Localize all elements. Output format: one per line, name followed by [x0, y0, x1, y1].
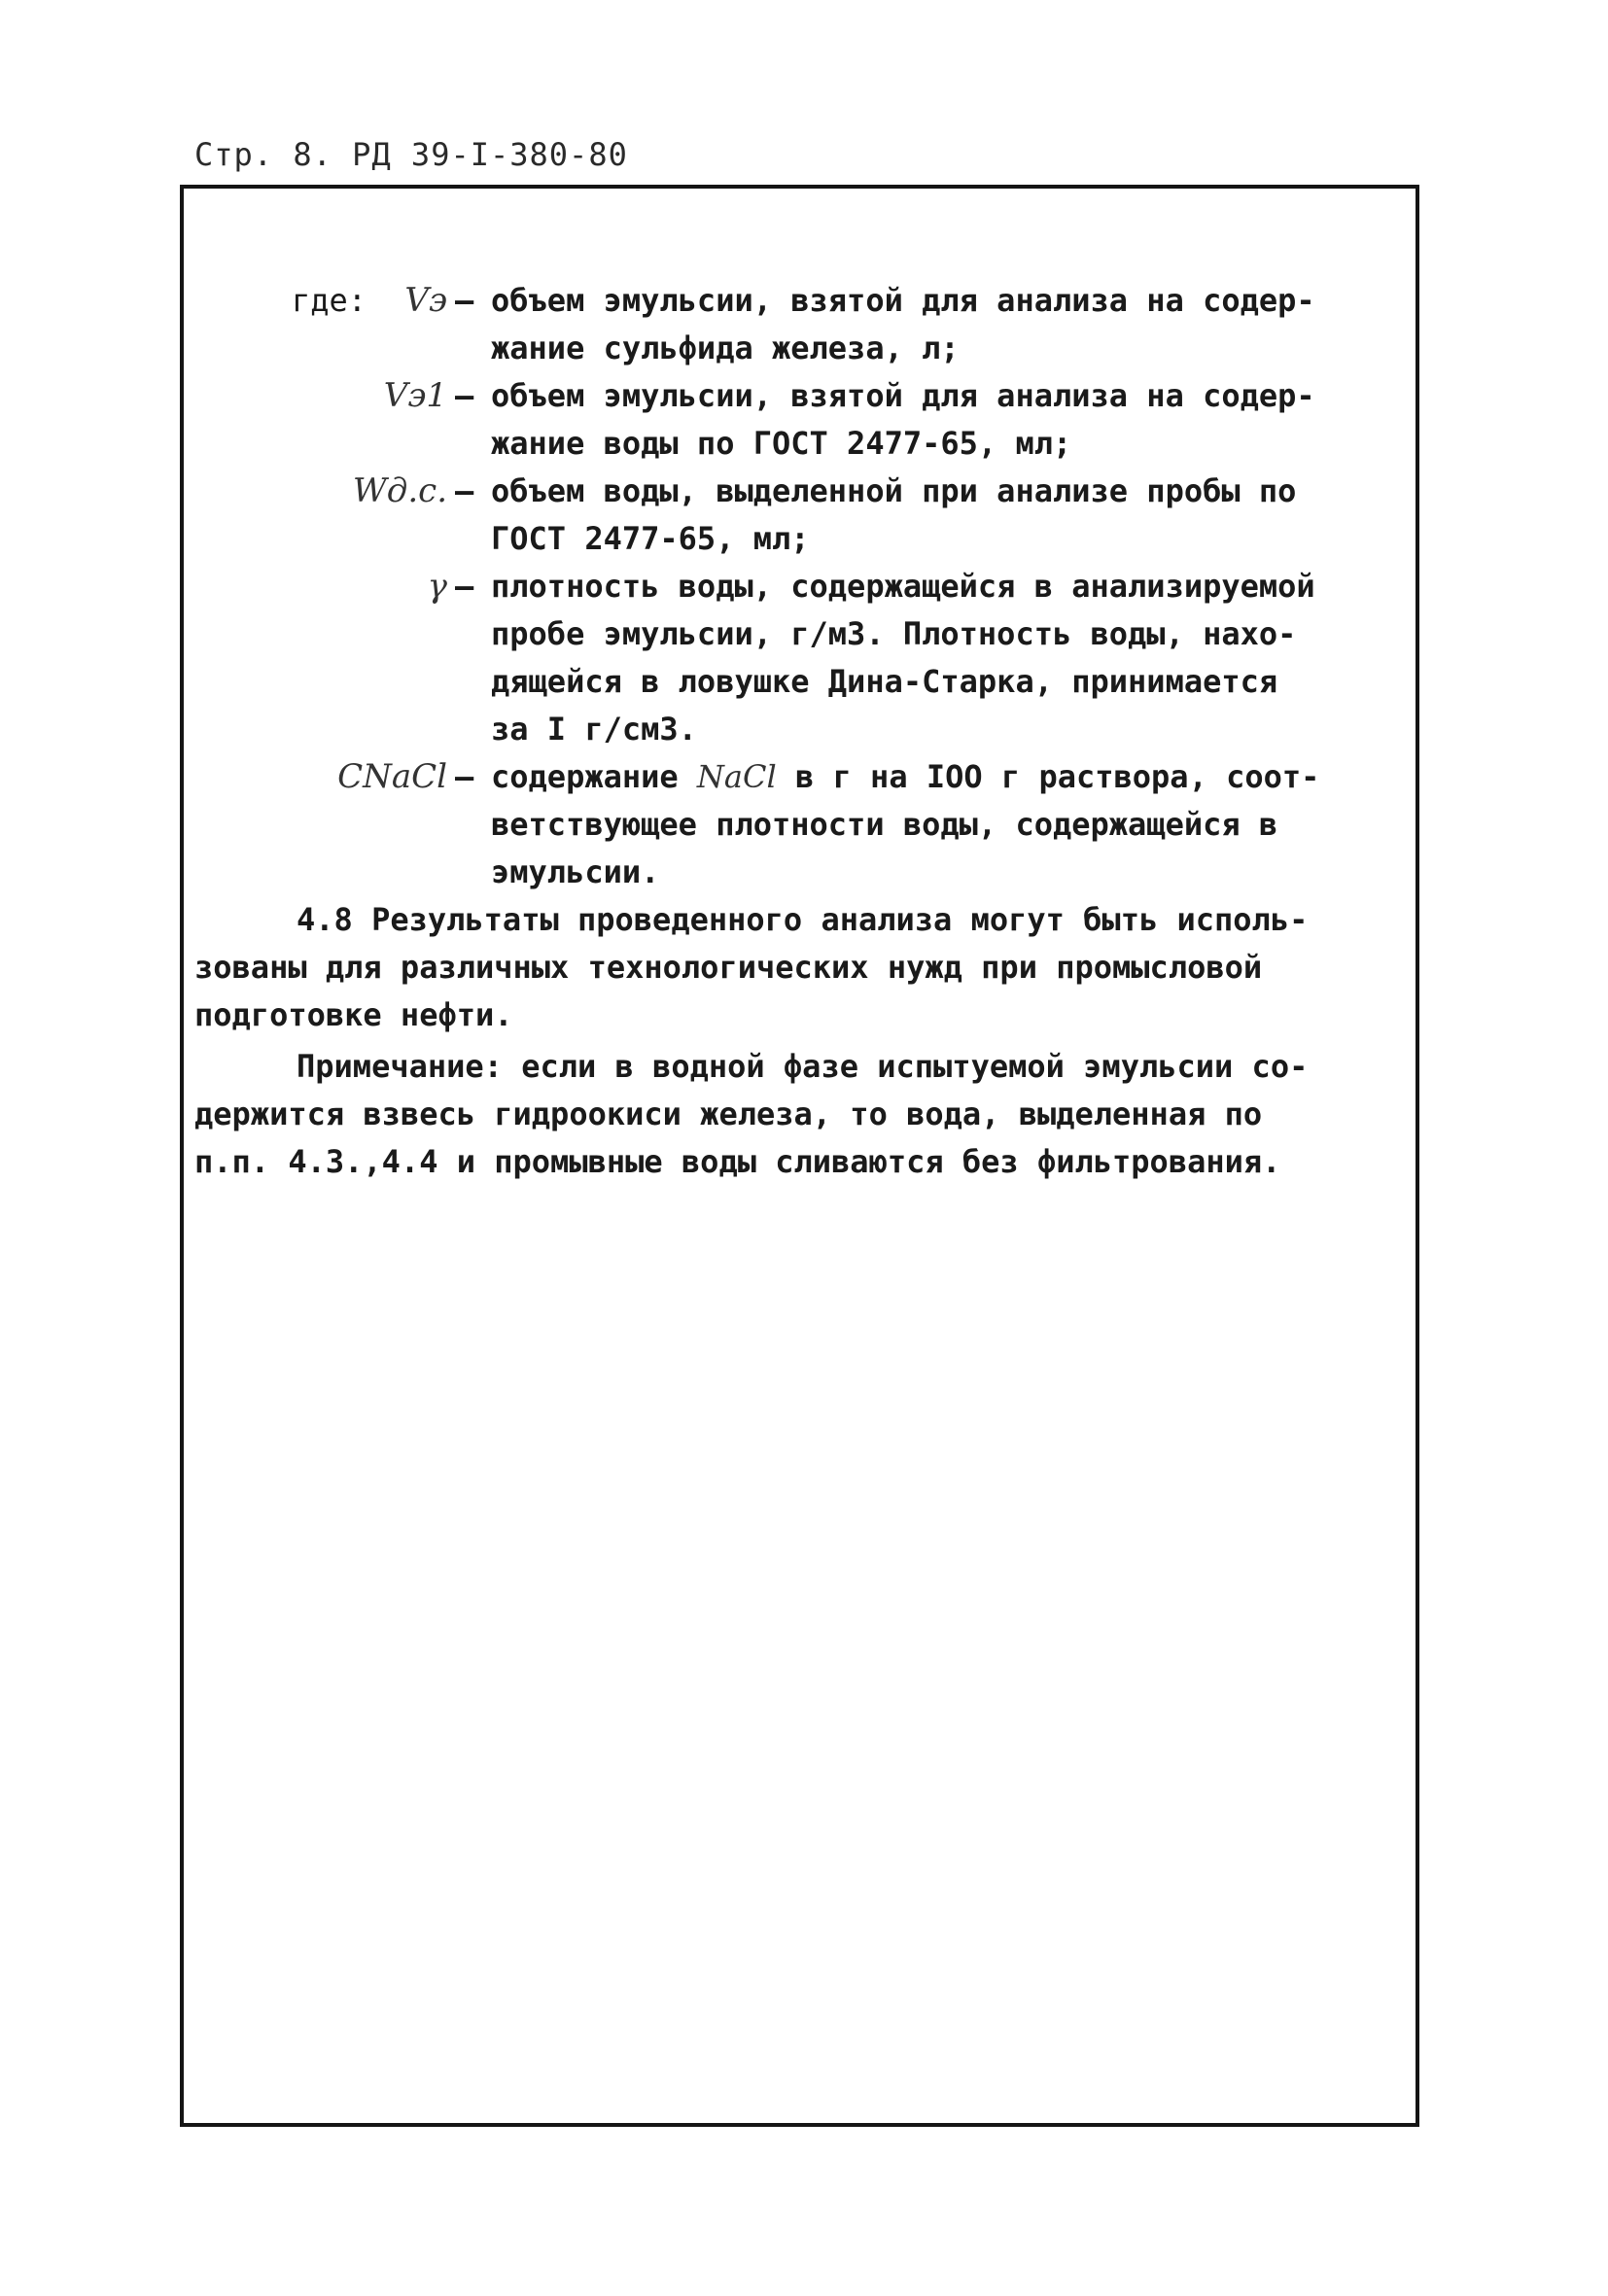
symbol-c-nacl: CNaCl — [337, 757, 447, 796]
document-body — [194, 277, 1400, 1186]
definition-text: объем воды, выделенной при анализе пробы по ГОСТ 2477-65, мл; — [491, 472, 1297, 557]
definition-dash: – — [455, 377, 474, 414]
symbol-nacl: NaCl — [696, 758, 777, 795]
definition-item — [194, 563, 1400, 753]
symbol-v-e1: Vэ1 — [383, 376, 447, 415]
definition-item — [194, 277, 1400, 372]
where-label: где: — [292, 282, 367, 319]
definition-text: объем эмульсии, взятой для анализа на содер- жание воды по ГОСТ 2477-65, мл; — [491, 377, 1315, 462]
definition-dash: – — [455, 758, 474, 795]
definition-item — [194, 468, 1400, 563]
symbol-v-e: Vэ — [404, 281, 447, 320]
symbol-gamma: γ — [427, 567, 447, 606]
definition-dash: – — [455, 472, 474, 509]
definition-text: плотность воды, содержащейся в анализируемой пробе эмульсии, г/м3. Плотность воды, нахо- дящейся в ловушке Дина-Старка, принимается за I г/см3. — [491, 568, 1315, 748]
definition-text: содержание NaCl в г на IOO г раствора, соот- ветствующее плотности воды, содержащейся в эмульсии. — [491, 758, 1320, 890]
definition-item — [194, 753, 1400, 896]
note-paragraph: Примечание: если в водной фазе испытуемой эмульсии со- держится взвесь гидроокиси железа, то вода, выделенная по п.п. 4.3.,4.4 и промывные воды сливаются без фильтрования. — [194, 1048, 1309, 1180]
paragraph-4-8: 4.8 Результаты проведенного анализа могут быть исполь- зованы для различных технологических нужд при промысловой подготовке нефти. — [194, 901, 1309, 1033]
symbol-w-ds: Wд.с. — [352, 471, 447, 510]
definition-dash: – — [455, 282, 474, 319]
definition-text: объем эмульсии, взятой для анализа на содер- жание сульфида железа, л; — [491, 282, 1315, 366]
definition-dash: – — [455, 568, 474, 605]
definition-item — [194, 372, 1400, 468]
page-header: Стр. 8. РД 39-I-380-80 — [194, 136, 628, 173]
